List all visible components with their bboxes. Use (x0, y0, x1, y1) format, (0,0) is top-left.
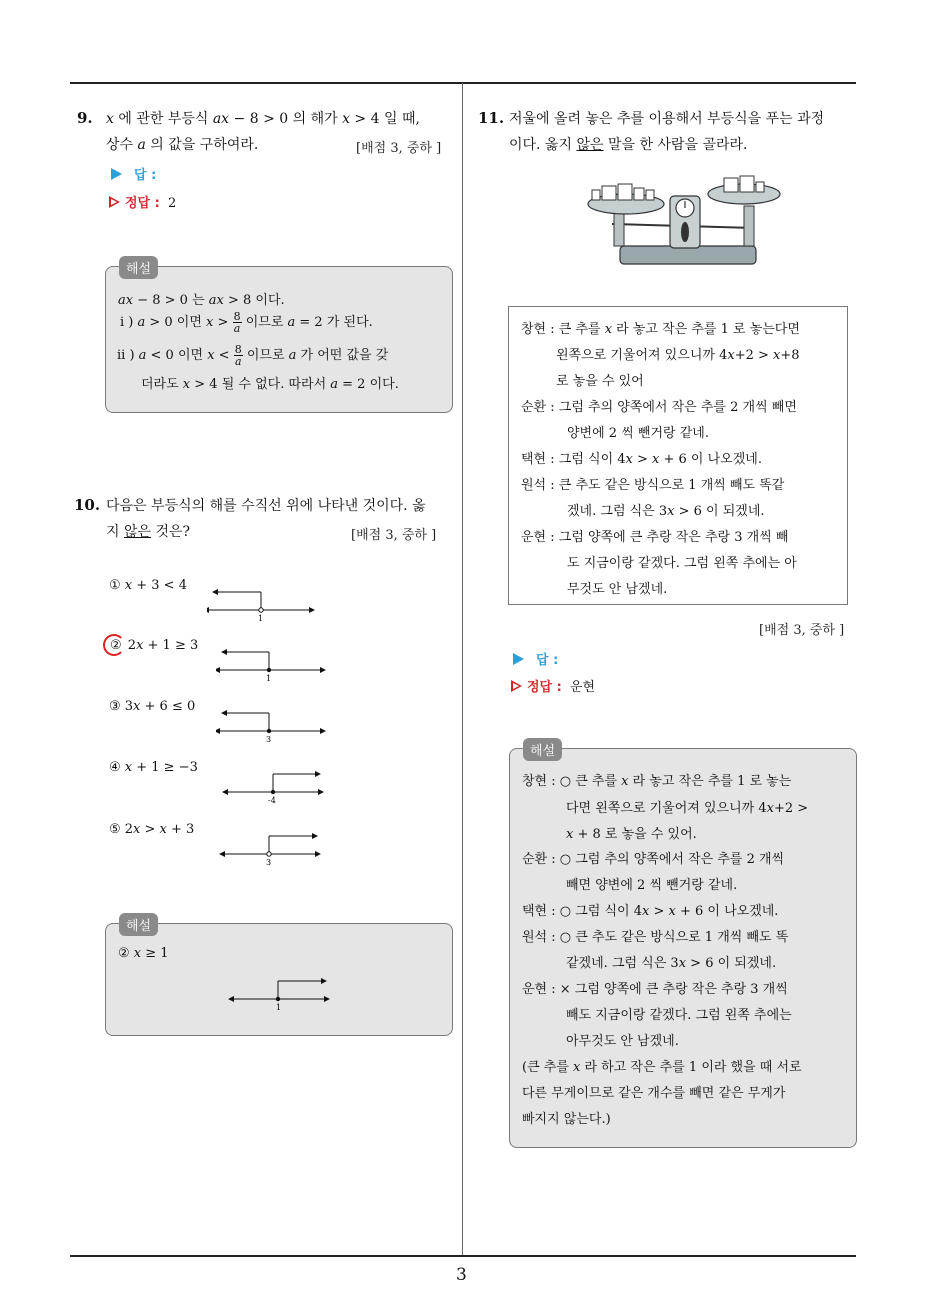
option-mark: ② (110, 638, 122, 653)
outline-triangle-icon (109, 196, 120, 208)
bottom-rule (70, 1255, 856, 1257)
dialog-line: 무것도 안 남겠네. (567, 582, 668, 597)
solution-line (120, 311, 373, 334)
solution-tab: 해설 (119, 256, 158, 279)
solution-line: 빠지지 않는다.) (522, 1112, 611, 1127)
solution-line: 운현 : × 그럼 양쪽에 큰 추랑 작은 추랑 3 개씩 (522, 982, 788, 997)
solution-line: 𝑎𝑥 − 8 > 0 는 𝑎𝑥 > 8 이다. (118, 293, 285, 308)
solution-line (117, 344, 388, 367)
solution-text: 이므로 𝑎 가 어떤 값을 갖 (246, 348, 389, 363)
fraction-numerator: 8 (234, 343, 242, 356)
number-line-2 (216, 646, 326, 682)
fraction-numerator: 8 (233, 310, 241, 323)
solution-line: (큰 추를 𝑥 라 하고 작은 추를 1 이라 했을 때 서로 (522, 1060, 802, 1075)
dialog-line: 순환 : 그럼 추의 양쪽에서 작은 추를 2 개씩 빼면 (521, 400, 797, 415)
dialog-line: 원석 : 큰 추도 같은 방식으로 1 개씩 빼도 똑같 (521, 478, 785, 493)
option-4: ④ 𝑥 + 1 ≥ −3 (109, 760, 198, 775)
top-rule (70, 82, 856, 84)
correct-answer-row (511, 676, 595, 695)
solution-line: 순환 : ○ 그럼 추의 양쪽에서 작은 추를 2 개씩 (522, 852, 785, 867)
question-text-line1: 저울에 올려 놓은 추를 이용해서 부등식을 푸는 과정 (509, 111, 825, 127)
number-line-4 (222, 768, 332, 804)
option-5: ⑤ 2𝑥 > 𝑥 + 3 (109, 822, 195, 837)
solution-line: 더라도 𝑥 > 4 될 수 없다. 따라서 𝑎 = 2 이다. (141, 377, 399, 392)
play-triangle-icon (111, 168, 122, 180)
fraction (234, 344, 243, 367)
tick-label: -4 (268, 796, 276, 804)
question-text: 말을 한 사람을 골라라. (603, 137, 748, 153)
dialog-line: 운현 : 그럼 양쪽에 큰 추랑 작은 추랑 3 개씩 빼 (521, 530, 789, 545)
dialog-line: 택현 : 그럼 식이 4𝑥 > 𝑥 + 6 이 나오겠네. (521, 452, 762, 467)
solution-number-line (228, 975, 338, 1011)
tick-label: 1 (258, 614, 264, 622)
dialog-line: 로 놓을 수 있어 (556, 374, 644, 389)
solution-line: 빼도 지금이랑 같겠다. 그럼 왼쪽 추에는 (566, 1008, 792, 1023)
solution-line: ② 𝑥 ≥ 1 (118, 946, 169, 961)
question-text-line2 (509, 133, 747, 157)
correct-label: 정답 : (527, 680, 562, 695)
underlined-word: 않은 (123, 524, 152, 540)
option-label: 2𝑥 + 1 ≥ 3 (127, 638, 199, 653)
tick-label: 1 (276, 1003, 282, 1011)
balance-scale-image (584, 170, 784, 270)
dialog-line: 겠네. 그럼 식은 3𝑥 > 6 이 되겠네. (567, 504, 765, 519)
option-2 (110, 638, 198, 653)
option-1: ① 𝑥 + 3 < 4 (109, 578, 187, 593)
solution-text: 이므로 𝑎 = 2 가 된다. (245, 315, 373, 330)
question-text-line2: 상수 𝑎 의 값을 구하여라. (106, 137, 259, 153)
solution-line: 빼면 양변에 2 씩 뺀거랑 같네. (566, 878, 738, 893)
solution-line: 원석 : ○ 큰 추도 같은 방식으로 1 개씩 빼도 똑 (522, 930, 789, 945)
fraction-denominator: 𝑎 (234, 355, 242, 368)
correct-label: 정답 : (125, 196, 160, 211)
fraction-denominator: 𝑎 (233, 322, 241, 335)
tick-label: 1 (266, 674, 272, 682)
question-text: 이다. 옳지 (509, 137, 577, 153)
solution-line: 다른 무게이므로 같은 개수를 빼면 같은 무게가 (522, 1086, 786, 1101)
number-line-3 (216, 707, 326, 743)
solution-line: 택현 : ○ 그럼 식이 4𝑥 > 𝑥 + 6 이 나오겠네. (522, 904, 779, 919)
solution-line: 같겠네. 그럼 식은 3𝑥 > 6 이 되겠네. (566, 956, 777, 971)
answer-row (111, 164, 156, 183)
question-text: 지 (106, 524, 124, 540)
question-meta: [배점 3, 중하 ] (351, 528, 437, 543)
question-text-line1: 𝑥 에 관한 부등식 𝑎𝑥 − 8 > 0 의 해가 𝑥 > 4 일 때, (106, 111, 420, 127)
solution-line: 창현 : ○ 큰 추를 𝑥 라 놓고 작은 추를 1 로 놓는 (522, 774, 792, 789)
question-text-line2 (106, 520, 190, 544)
dialog-line: 양변에 2 씩 뺀거랑 같네. (567, 426, 709, 441)
number-line-1 (207, 586, 317, 622)
question-text-line1: 다음은 부등식의 해를 수직선 위에 나타낸 것이다. 옳 (106, 498, 426, 514)
number-line-5 (219, 830, 329, 866)
solution-tab: 해설 (119, 913, 158, 936)
underlined-word: 않은 (576, 137, 604, 153)
play-triangle-icon (513, 653, 524, 665)
answer-label: 답 : (536, 653, 559, 668)
question-meta: [배점 3, 중하 ] (356, 141, 442, 156)
outline-triangle-icon (511, 680, 522, 692)
question-number: 9. (77, 109, 93, 127)
solution-text: i ) 𝑎 > 0 이면 𝑥 > (120, 315, 229, 330)
tick-label: 3 (266, 858, 272, 866)
dialog-line: 왼쪽으로 기울어져 있으니까 4𝑥+2 > 𝑥+8 (556, 348, 800, 363)
solution-tab: 해설 (523, 738, 562, 761)
question-number: 11. (478, 109, 505, 127)
fraction (233, 311, 242, 334)
solution-line: 아무것도 안 남겠네. (566, 1034, 679, 1049)
tick-label: 3 (266, 735, 272, 743)
dialog-line: 도 지금이랑 같겠다. 그럼 왼쪽 추에는 아 (567, 556, 797, 571)
solution-line: 다면 왼쪽으로 기울어져 있으니까 4𝑥+2 > (566, 801, 809, 816)
column-divider (462, 83, 463, 1257)
correct-answer-row (109, 192, 176, 211)
question-meta: [배점 3, 중하 ] (759, 623, 845, 638)
answer-row (513, 649, 558, 668)
page-number: 3 (456, 1265, 467, 1285)
solution-text: ii ) 𝑎 < 0 이면 𝑥 < (117, 348, 230, 363)
correct-value: 2 (167, 196, 177, 211)
dialog-line: 창현 : 큰 추를 𝑥 라 놓고 작은 추를 1 로 놓는다면 (521, 322, 800, 337)
option-3: ③ 3𝑥 + 6 ≤ 0 (109, 699, 196, 714)
answer-label: 답 : (134, 168, 157, 183)
question-text: 것은? (151, 524, 191, 540)
solution-line: 𝑥 + 8 로 놓을 수 있어. (566, 827, 697, 842)
question-number: 10. (74, 496, 101, 514)
correct-value: 운현 (569, 680, 596, 695)
